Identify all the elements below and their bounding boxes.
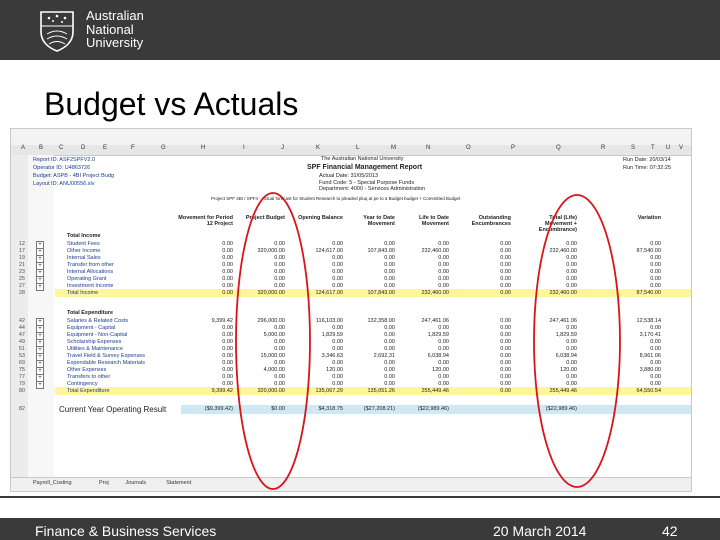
meta-center-line: Department: 4000 - Services Administration xyxy=(319,186,426,192)
cell-value: 0.00 xyxy=(438,360,449,366)
expand-row-icon[interactable]: + xyxy=(36,269,44,277)
column-heading: Movement for Period 12 Project xyxy=(178,215,233,227)
expand-row-icon[interactable]: + xyxy=(36,255,44,263)
cell-value: 0.00 xyxy=(438,255,449,261)
column-letter: K xyxy=(316,145,321,151)
column-heading: Total (Life) Movement + Encumbrance) xyxy=(538,215,577,233)
cell-value: 0.00 xyxy=(222,332,233,338)
cell-value: 0.00 xyxy=(566,269,577,275)
cell-value: 0.00 xyxy=(384,332,395,338)
footer-rule xyxy=(0,496,720,498)
row-label: Internal Sales xyxy=(67,255,101,261)
row-label: Equipment - Non-Capital xyxy=(67,332,128,338)
report-title: SPF Financial Management Report xyxy=(307,164,423,171)
meta-left-line: Operator ID: U4863726 xyxy=(33,165,91,171)
cell-value: 0.00 xyxy=(650,241,661,247)
row-number: 42 xyxy=(18,318,25,324)
cell-value: 0.00 xyxy=(500,353,511,359)
cell-value: 1,829.59 xyxy=(427,332,449,338)
header-bar xyxy=(0,0,720,60)
expand-row-icon[interactable]: + xyxy=(36,374,44,382)
cell-value: 132,358.00 xyxy=(367,318,395,324)
row-number: 80 xyxy=(18,388,25,394)
cell-value: 232,460.00 xyxy=(421,248,449,254)
cell-value: 0.00 xyxy=(500,339,511,345)
cell-value: 0.00 xyxy=(500,318,511,324)
cell-value: ($27,208.21) xyxy=(363,406,395,412)
meta-right-line: Run Date: 20/03/14 xyxy=(623,157,671,163)
column-heading: Life to Date Movement xyxy=(419,215,449,227)
row-number: 49 xyxy=(18,339,25,345)
cell-value: 0.00 xyxy=(438,339,449,345)
column-letter: V xyxy=(679,145,684,151)
cell-value: 232,460.00 xyxy=(549,248,577,254)
cell-value: 320,000.00 xyxy=(257,290,285,296)
expand-row-icon[interactable]: + xyxy=(36,332,44,340)
column-letter: E xyxy=(103,145,108,151)
cell-value: 0.00 xyxy=(500,283,511,289)
expand-row-icon[interactable]: + xyxy=(36,367,44,375)
slide-title: Budget vs Actuals xyxy=(44,86,299,122)
cell-value: 124,617.00 xyxy=(315,248,343,254)
cell-value: 0.00 xyxy=(650,269,661,275)
expand-row-icon[interactable]: + xyxy=(36,381,44,389)
column-letter: D xyxy=(81,145,86,151)
cell-value: 296,000.00 xyxy=(257,318,285,324)
row-label: Contingency xyxy=(67,381,98,387)
meta-left-line: Budget: ASPB - 4BI Project Budg xyxy=(33,173,115,179)
cell-value: 0.00 xyxy=(222,381,233,387)
cell-value: 320,000.00 xyxy=(257,248,285,254)
cell-value: 0.00 xyxy=(438,262,449,268)
cell-value: 0.00 xyxy=(566,241,577,247)
cell-value: 0.00 xyxy=(222,283,233,289)
column-heading: Outstanding Encumbrances xyxy=(471,215,511,227)
sheet-tab[interactable]: Payroll_Costing xyxy=(33,480,72,486)
cell-value: 0.00 xyxy=(650,374,661,380)
cell-value: 0.00 xyxy=(500,290,511,296)
cell-value: 0.00 xyxy=(274,325,285,331)
cell-value: 0.00 xyxy=(500,255,511,261)
cell-value: 0.00 xyxy=(566,346,577,352)
column-letter: S xyxy=(631,145,636,151)
cell-value: 116,103.00 xyxy=(315,318,343,324)
expand-row-icon[interactable]: + xyxy=(36,346,44,354)
cell-value: ($22,989.46) xyxy=(545,406,577,412)
cell-value: 0.00 xyxy=(438,241,449,247)
cell-value: 0.00 xyxy=(274,276,285,282)
column-letter: P xyxy=(511,145,516,151)
cell-value: ($22,989.46) xyxy=(417,406,449,412)
cell-value: 4,000.00 xyxy=(263,367,285,373)
cell-value: 0.00 xyxy=(566,360,577,366)
row-label: Transfers to other xyxy=(67,374,111,380)
column-letter: I xyxy=(243,145,245,151)
row-label: Other Income xyxy=(67,248,101,254)
row-label: Operating Grant xyxy=(67,276,107,282)
cell-value: 0.00 xyxy=(332,262,343,268)
cell-value: 0.00 xyxy=(332,276,343,282)
cell-value: 5,000.00 xyxy=(263,332,285,338)
cell-value: 0.00 xyxy=(500,374,511,380)
footer-department: Finance & Business Services xyxy=(35,523,217,539)
cell-value: 0.00 xyxy=(222,276,233,282)
cell-value: 120.00 xyxy=(326,367,343,373)
meta-left-line: Layout ID: ANU00556.xlv xyxy=(33,181,95,187)
operating-result-label: Current Year Operating Result xyxy=(59,405,167,414)
cell-value: 0.00 xyxy=(274,360,285,366)
column-letter: C xyxy=(59,145,64,151)
cell-value: 0.00 xyxy=(222,353,233,359)
row-label: Transfer from other xyxy=(67,262,114,268)
cell-value: 0.00 xyxy=(500,332,511,338)
row-label: Investment Income xyxy=(67,283,114,289)
cell-value: 0.00 xyxy=(500,367,511,373)
meta-center-line: Actual Date: 31/05/2013 xyxy=(319,173,379,179)
cell-value: 232,460.00 xyxy=(549,290,577,296)
column-heading: Variation xyxy=(637,215,661,221)
cell-value: 0.00 xyxy=(384,262,395,268)
cell-value: 1,829.59 xyxy=(555,332,577,338)
cell-value: 0.00 xyxy=(222,262,233,268)
cell-value: 0.00 xyxy=(500,276,511,282)
cell-value: 0.00 xyxy=(566,381,577,387)
column-letter: M xyxy=(391,145,396,151)
sheet-tab[interactable]: Statement xyxy=(166,480,192,486)
footer-date: 20 March 2014 xyxy=(493,523,587,539)
cell-value: 0.00 xyxy=(274,269,285,275)
cell-value: 320,000.00 xyxy=(257,388,285,394)
cell-value: 0.00 xyxy=(222,325,233,331)
cell-value: 2,692.31 xyxy=(373,353,395,359)
cell-value: 0.00 xyxy=(332,374,343,380)
row-number: 79 xyxy=(18,381,25,387)
cell-value: 9,399.42 xyxy=(211,388,233,394)
cell-value: 0.00 xyxy=(332,241,343,247)
note-line: Project SPF 4BI / SPF4 - Actual forecast for Student Research to pleaded pluq at pe to a Budget budget + Committed Budget xyxy=(211,196,461,201)
cell-value: 0.00 xyxy=(500,388,511,394)
cell-value: 0.00 xyxy=(274,381,285,387)
cell-value: 0.00 xyxy=(222,290,233,296)
expand-row-icon[interactable]: + xyxy=(36,339,44,347)
row-number: 19 xyxy=(18,255,25,261)
university-name-line3: University xyxy=(86,35,144,50)
cell-value: $0.00 xyxy=(271,406,285,412)
cell-value: 0.00 xyxy=(438,283,449,289)
row-number: 69 xyxy=(18,360,25,366)
cell-value: 0.00 xyxy=(500,269,511,275)
university-name-line1: Australian xyxy=(86,8,144,23)
expand-row-icon[interactable]: + xyxy=(36,325,44,333)
cell-value: 1,829.59 xyxy=(321,332,343,338)
cell-value: 0.00 xyxy=(222,255,233,261)
row-number: 44 xyxy=(18,325,25,331)
cell-value: $4,318.75 xyxy=(318,406,343,412)
cell-value: 0.00 xyxy=(650,255,661,261)
cell-value: 0.00 xyxy=(274,374,285,380)
cell-value: 0.00 xyxy=(650,339,661,345)
cell-value: 0.00 xyxy=(566,255,577,261)
cell-value: 0.00 xyxy=(274,339,285,345)
row-number: 47 xyxy=(18,332,25,338)
expenditure-heading: Total Expenditure xyxy=(67,310,114,316)
cell-value: 0.00 xyxy=(384,283,395,289)
row-label: Salaries & Related Costs xyxy=(67,318,129,324)
cell-value: 0.00 xyxy=(500,381,511,387)
meta-left-line: Report ID: ASF2SPFV2.0 xyxy=(33,157,96,163)
row-number: 53 xyxy=(18,353,25,359)
cell-value: 0.00 xyxy=(384,381,395,387)
cell-value: 135,051.26 xyxy=(367,388,395,394)
cell-value: 0.00 xyxy=(384,374,395,380)
cell-value: 0.00 xyxy=(222,346,233,352)
cell-value: 107,843.00 xyxy=(367,248,395,254)
cell-value: 0.00 xyxy=(332,381,343,387)
income-heading: Total Income xyxy=(67,233,101,239)
row-label: Internal Allocations xyxy=(67,269,114,275)
cell-value: 8,961.06 xyxy=(639,353,661,359)
expand-row-icon[interactable]: + xyxy=(36,318,44,326)
row-number: 82 xyxy=(18,406,25,412)
column-letter: G xyxy=(161,145,166,151)
spreadsheet-screenshot xyxy=(10,128,692,492)
column-heading: Opening Balance xyxy=(298,215,343,221)
row-label: Equipment - Capital xyxy=(67,325,116,331)
cell-value: 0.00 xyxy=(438,276,449,282)
cell-value: 87,540.00 xyxy=(636,290,661,296)
cell-value: 0.00 xyxy=(650,346,661,352)
cell-value: 0.00 xyxy=(332,325,343,331)
cell-value: 0.00 xyxy=(222,248,233,254)
cell-value: 0.00 xyxy=(384,346,395,352)
cell-value: 0.00 xyxy=(500,241,511,247)
cell-value: 107,843.00 xyxy=(367,290,395,296)
cell-value: 0.00 xyxy=(438,325,449,331)
cell-value: 0.00 xyxy=(274,283,285,289)
cell-value: 0.00 xyxy=(384,269,395,275)
cell-value: 0.00 xyxy=(438,381,449,387)
cell-value: 0.00 xyxy=(650,276,661,282)
column-letter: F xyxy=(131,145,135,151)
university-crest-icon xyxy=(37,8,77,52)
cell-value: 0.00 xyxy=(222,269,233,275)
cell-value: 0.00 xyxy=(384,276,395,282)
expand-row-icon[interactable]: + xyxy=(36,248,44,256)
cell-value: 0.00 xyxy=(332,339,343,345)
cell-value: 0.00 xyxy=(566,276,577,282)
institution-name: The Australian National University xyxy=(321,156,404,162)
column-heading: Project Budget xyxy=(245,215,285,221)
cell-value: 0.00 xyxy=(500,325,511,331)
column-letter: L xyxy=(356,145,360,151)
column-letter: B xyxy=(39,145,44,151)
row-label: Student Fees xyxy=(67,241,100,247)
row-number: 21 xyxy=(18,262,25,268)
cell-value: 0.00 xyxy=(384,325,395,331)
cell-value: 0.00 xyxy=(500,248,511,254)
column-letter: Q xyxy=(556,145,561,151)
footer-page-number: 42 xyxy=(662,523,678,539)
cell-value: 0.00 xyxy=(274,241,285,247)
cell-value: 0.00 xyxy=(384,360,395,366)
university-name-line2: National xyxy=(86,21,134,37)
cell-value: 120.00 xyxy=(560,367,577,373)
cell-value: 0.00 xyxy=(650,262,661,268)
cell-value: 135,067.29 xyxy=(315,388,343,394)
cell-value: 0.00 xyxy=(650,283,661,289)
cell-value: 0.00 xyxy=(650,381,661,387)
cell-value: 0.00 xyxy=(566,325,577,331)
cell-value: 0.00 xyxy=(566,339,577,345)
cell-value: 120.00 xyxy=(432,367,449,373)
cell-value: 0.00 xyxy=(500,262,511,268)
cell-value: 0.00 xyxy=(566,283,577,289)
row-number: 75 xyxy=(18,367,25,373)
expand-row-icon[interactable]: + xyxy=(36,241,44,249)
total-movement-oval xyxy=(534,195,620,487)
column-letter: A xyxy=(21,145,26,151)
cell-value: 0.00 xyxy=(566,374,577,380)
cell-value: 87,540.00 xyxy=(636,248,661,254)
cell-value: 15,000.00 xyxy=(260,353,285,359)
cell-value: 6,038.94 xyxy=(555,353,577,359)
cell-value: 0.00 xyxy=(222,374,233,380)
cell-value: 0.00 xyxy=(500,360,511,366)
row-number: 51 xyxy=(18,346,25,352)
cell-value: 0.00 xyxy=(384,367,395,373)
cell-value: 0.00 xyxy=(274,255,285,261)
row-label: Utilities & Maintenance xyxy=(67,346,123,352)
project-budget-oval xyxy=(236,193,310,489)
row-label: Expendable Research Materials xyxy=(67,360,145,366)
cell-value: 0.00 xyxy=(332,346,343,352)
expand-row-icon[interactable]: + xyxy=(36,353,44,361)
cell-value: 232,460.00 xyxy=(421,290,449,296)
column-letter: U xyxy=(666,145,671,151)
cell-value: 0.00 xyxy=(332,360,343,366)
cell-value: 0.00 xyxy=(384,339,395,345)
row-number: 23 xyxy=(18,269,25,275)
cell-value: 0.00 xyxy=(384,255,395,261)
cell-value: 0.00 xyxy=(438,374,449,380)
column-letter: H xyxy=(201,145,206,151)
cell-value: 12,538.14 xyxy=(636,318,661,324)
cell-value: 0.00 xyxy=(438,269,449,275)
expand-row-icon[interactable]: + xyxy=(36,283,44,291)
row-label: Total Expenditure xyxy=(67,388,110,394)
cell-value: 0.00 xyxy=(274,262,285,268)
expand-row-icon[interactable]: + xyxy=(36,262,44,270)
row-number: 27 xyxy=(18,283,25,289)
sheet-tab[interactable]: Journals xyxy=(125,480,147,486)
cell-value: 124,617.00 xyxy=(315,290,343,296)
column-letter: O xyxy=(466,145,471,151)
cell-value: 0.00 xyxy=(438,346,449,352)
cell-value: 9,399.42 xyxy=(211,318,233,324)
row-label: Other Expenses xyxy=(67,367,107,373)
cell-value: 6,038.94 xyxy=(427,353,449,359)
expand-row-icon[interactable]: + xyxy=(36,276,44,284)
cell-value: 0.00 xyxy=(222,339,233,345)
meta-center-line: Fund Code: 5 - Special Purpose Funds xyxy=(319,179,415,186)
cell-value: 0.00 xyxy=(566,262,577,268)
row-label: Scholarship Expenses xyxy=(67,339,122,345)
row-number: 28 xyxy=(18,290,25,296)
cell-value: ($9,399.42) xyxy=(204,406,233,412)
cell-value: 64,550.54 xyxy=(636,388,661,394)
row-number: 12 xyxy=(18,241,25,247)
cell-value: 255,449.46 xyxy=(549,388,577,394)
column-letter: T xyxy=(651,145,655,151)
expand-row-icon[interactable]: + xyxy=(36,360,44,368)
row-number: 17 xyxy=(18,248,25,254)
meta-right-line: Run Time: 07:32:25 xyxy=(623,165,672,171)
cell-value: 0.00 xyxy=(222,367,233,373)
cell-value: 0.00 xyxy=(332,255,343,261)
cell-value: 0.00 xyxy=(650,325,661,331)
column-letter: R xyxy=(601,145,606,151)
cell-value: 0.00 xyxy=(274,346,285,352)
column-letter: N xyxy=(426,145,431,151)
cell-value: 0.00 xyxy=(384,241,395,247)
row-number: 77 xyxy=(18,374,25,380)
row-label: Total Income xyxy=(67,290,99,296)
cell-value: 3,880.00 xyxy=(639,367,661,373)
cell-value: 0.00 xyxy=(332,283,343,289)
cell-value: 0.00 xyxy=(332,269,343,275)
column-heading: Year to Date Movement xyxy=(363,215,395,227)
row-number: 25 xyxy=(18,276,25,282)
sheet-tab[interactable]: Proj xyxy=(99,480,109,486)
cell-value: 0.00 xyxy=(500,346,511,352)
cell-value: 0.00 xyxy=(222,360,233,366)
cell-value: 255,449.46 xyxy=(421,388,449,394)
cell-value: 0.00 xyxy=(650,360,661,366)
cell-value: 247,461.06 xyxy=(549,318,577,324)
cell-value: 247,461.06 xyxy=(421,318,449,324)
column-letter: J xyxy=(281,145,284,151)
row-label: Travel Field & Survey Expenses xyxy=(67,353,146,359)
highlight-ovals xyxy=(11,129,691,491)
cell-value: 3,170.41 xyxy=(639,332,661,338)
university-name xyxy=(86,9,144,50)
cell-value: 3,346.63 xyxy=(321,353,343,359)
cell-value: 0.00 xyxy=(222,241,233,247)
